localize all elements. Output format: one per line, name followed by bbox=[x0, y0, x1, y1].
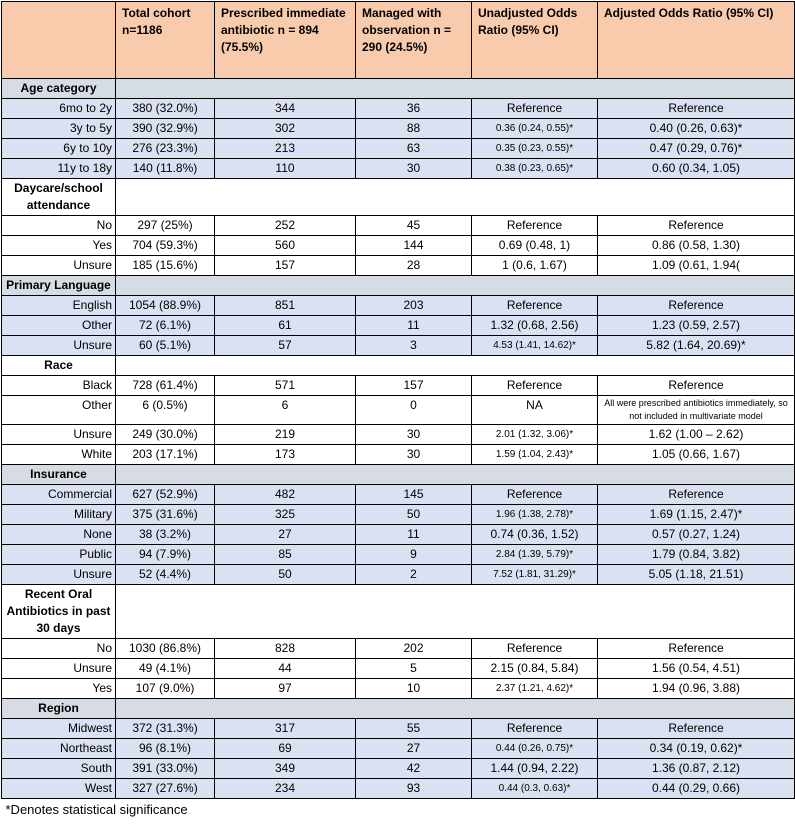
row-label: No bbox=[2, 216, 116, 236]
cell-adjusted-or: Reference bbox=[598, 719, 795, 739]
cell-unadjusted-or: Reference bbox=[472, 376, 598, 396]
cell-total-cohort: 49 (4.1%) bbox=[116, 659, 215, 679]
cell-total-cohort: 6 (0.5%) bbox=[116, 396, 215, 425]
cell-adjusted-or: 5.05 (1.18, 21.51) bbox=[598, 565, 795, 585]
table-row bbox=[2, 639, 795, 659]
cell-prescribed: 69 bbox=[215, 739, 356, 759]
section-filler bbox=[116, 699, 795, 719]
table-row bbox=[2, 99, 795, 119]
section-header-row bbox=[2, 585, 795, 639]
table-body bbox=[2, 79, 795, 799]
cell-unadjusted-or: 2.37 (1.21, 4.62)* bbox=[472, 679, 598, 699]
row-label: White bbox=[2, 445, 116, 465]
row-label: Yes bbox=[2, 236, 116, 256]
cell-adjusted-or: 0.86 (0.58, 1.30) bbox=[598, 236, 795, 256]
table-row bbox=[2, 565, 795, 585]
cell-total-cohort: 728 (61.4%) bbox=[116, 376, 215, 396]
cell-adjusted-or: 0.47 (0.29, 0.76)* bbox=[598, 139, 795, 159]
cell-prescribed: 252 bbox=[215, 216, 356, 236]
section-title: Age category bbox=[2, 79, 116, 99]
table-row bbox=[2, 759, 795, 779]
section-header-row bbox=[2, 699, 795, 719]
cell-observation: 27 bbox=[356, 739, 472, 759]
cell-unadjusted-or: 0.35 (0.23, 0.55)* bbox=[472, 139, 598, 159]
cell-unadjusted-or: 0.38 (0.23, 0.65)* bbox=[472, 159, 598, 179]
cell-adjusted-or: Reference bbox=[598, 485, 795, 505]
section-title: Primary Language bbox=[2, 276, 116, 296]
results-table bbox=[1, 1, 795, 820]
cell-prescribed: 851 bbox=[215, 296, 356, 316]
cell-observation: 0 bbox=[356, 396, 472, 425]
section-header-row bbox=[2, 79, 795, 99]
cell-adjusted-or: Reference bbox=[598, 639, 795, 659]
cell-adjusted-or: 0.34 (0.19, 0.62)* bbox=[598, 739, 795, 759]
row-label: None bbox=[2, 525, 116, 545]
row-label: Public bbox=[2, 545, 116, 565]
cell-prescribed: 828 bbox=[215, 639, 356, 659]
cell-prescribed: 97 bbox=[215, 679, 356, 699]
cell-observation: 36 bbox=[356, 99, 472, 119]
section-filler bbox=[116, 79, 795, 99]
header-managed-observation: Managed with observation n = 290 (24.5%) bbox=[356, 2, 472, 79]
table-row bbox=[2, 396, 795, 425]
cell-prescribed: 44 bbox=[215, 659, 356, 679]
table-row bbox=[2, 236, 795, 256]
cell-unadjusted-or: 0.74 (0.36, 1.52) bbox=[472, 525, 598, 545]
row-label: West bbox=[2, 779, 116, 799]
cell-adjusted-or: 0.44 (0.29, 0.66) bbox=[598, 779, 795, 799]
cell-prescribed: 234 bbox=[215, 779, 356, 799]
cell-adjusted-or: 1.23 (0.59, 2.57) bbox=[598, 316, 795, 336]
section-header-row bbox=[2, 465, 795, 485]
cell-unadjusted-or: 4.53 (1.41, 14.62)* bbox=[472, 336, 598, 356]
cell-prescribed: 27 bbox=[215, 525, 356, 545]
cell-observation: 42 bbox=[356, 759, 472, 779]
cell-total-cohort: 327 (27.6%) bbox=[116, 779, 215, 799]
cell-adjusted-or: 0.40 (0.26, 0.63)* bbox=[598, 119, 795, 139]
cell-unadjusted-or: 7.52 (1.81, 31.29)* bbox=[472, 565, 598, 585]
table-row bbox=[2, 296, 795, 316]
footnote-row bbox=[2, 799, 795, 821]
table-row bbox=[2, 525, 795, 545]
cell-observation: 45 bbox=[356, 216, 472, 236]
table-row bbox=[2, 336, 795, 356]
cell-unadjusted-or: NA bbox=[472, 396, 598, 425]
cell-observation: 202 bbox=[356, 639, 472, 659]
table-row bbox=[2, 119, 795, 139]
cell-observation: 88 bbox=[356, 119, 472, 139]
cell-total-cohort: 380 (32.0%) bbox=[116, 99, 215, 119]
header-blank bbox=[2, 2, 116, 79]
table-row bbox=[2, 545, 795, 565]
cell-observation: 2 bbox=[356, 565, 472, 585]
cell-adjusted-or: 1.05 (0.66, 1.67) bbox=[598, 445, 795, 465]
row-label: Military bbox=[2, 505, 116, 525]
section-title: Insurance bbox=[2, 465, 116, 485]
cell-unadjusted-or: 2.15 (0.84, 5.84) bbox=[472, 659, 598, 679]
cell-unadjusted-or: 1.44 (0.94, 2.22) bbox=[472, 759, 598, 779]
cell-prescribed: 317 bbox=[215, 719, 356, 739]
section-header-row bbox=[2, 276, 795, 296]
cell-observation: 11 bbox=[356, 316, 472, 336]
cell-unadjusted-or: 0.69 (0.48, 1) bbox=[472, 236, 598, 256]
row-label: 11y to 18y bbox=[2, 159, 116, 179]
cell-total-cohort: 60 (5.1%) bbox=[116, 336, 215, 356]
cell-adjusted-or: Reference bbox=[598, 99, 795, 119]
row-label: Commercial bbox=[2, 485, 116, 505]
table-row bbox=[2, 659, 795, 679]
cell-adjusted-or: 1.62 (1.00 – 2.62) bbox=[598, 425, 795, 445]
cell-prescribed: 213 bbox=[215, 139, 356, 159]
cell-total-cohort: 390 (32.9%) bbox=[116, 119, 215, 139]
cell-unadjusted-or: Reference bbox=[472, 216, 598, 236]
cell-observation: 157 bbox=[356, 376, 472, 396]
cell-observation: 10 bbox=[356, 679, 472, 699]
cell-total-cohort: 276 (23.3%) bbox=[116, 139, 215, 159]
cell-observation: 63 bbox=[356, 139, 472, 159]
header-row bbox=[2, 2, 795, 79]
section-filler bbox=[116, 276, 795, 296]
table-row bbox=[2, 679, 795, 699]
table-row bbox=[2, 216, 795, 236]
cell-adjusted-or: 1.56 (0.54, 4.51) bbox=[598, 659, 795, 679]
table-row bbox=[2, 719, 795, 739]
cell-adjusted-or: 5.82 (1.64, 20.69)* bbox=[598, 336, 795, 356]
section-filler bbox=[116, 356, 795, 376]
row-label: Northeast bbox=[2, 739, 116, 759]
cell-total-cohort: 96 (8.1%) bbox=[116, 739, 215, 759]
cell-total-cohort: 38 (3.2%) bbox=[116, 525, 215, 545]
row-label: Unsure bbox=[2, 565, 116, 585]
row-label: Unsure bbox=[2, 659, 116, 679]
cell-unadjusted-or: Reference bbox=[472, 719, 598, 739]
table-row bbox=[2, 316, 795, 336]
row-label: Unsure bbox=[2, 425, 116, 445]
cell-unadjusted-or: Reference bbox=[472, 639, 598, 659]
footnote: *Denotes statistical significance bbox=[2, 799, 795, 821]
cell-total-cohort: 704 (59.3%) bbox=[116, 236, 215, 256]
cell-total-cohort: 140 (11.8%) bbox=[116, 159, 215, 179]
row-label: 6y to 10y bbox=[2, 139, 116, 159]
cell-observation: 28 bbox=[356, 256, 472, 276]
cell-prescribed: 57 bbox=[215, 336, 356, 356]
section-title: Daycare/school attendance bbox=[2, 179, 116, 216]
cell-prescribed: 571 bbox=[215, 376, 356, 396]
table-row bbox=[2, 256, 795, 276]
cell-observation: 50 bbox=[356, 505, 472, 525]
cell-adjusted-or: Reference bbox=[598, 376, 795, 396]
cell-total-cohort: 372 (31.3%) bbox=[116, 719, 215, 739]
cell-observation: 55 bbox=[356, 719, 472, 739]
cell-unadjusted-or: Reference bbox=[472, 296, 598, 316]
row-label: English bbox=[2, 296, 116, 316]
cell-adjusted-or: 1.09 (0.61, 1.94( bbox=[598, 256, 795, 276]
cell-observation: 3 bbox=[356, 336, 472, 356]
cell-total-cohort: 107 (9.0%) bbox=[116, 679, 215, 699]
row-label: Midwest bbox=[2, 719, 116, 739]
cell-prescribed: 157 bbox=[215, 256, 356, 276]
cell-unadjusted-or: Reference bbox=[472, 99, 598, 119]
cell-total-cohort: 1054 (88.9%) bbox=[116, 296, 215, 316]
cell-observation: 144 bbox=[356, 236, 472, 256]
cell-adjusted-or: Reference bbox=[598, 216, 795, 236]
cell-observation: 11 bbox=[356, 525, 472, 545]
cell-unadjusted-or: 2.84 (1.39, 5.79)* bbox=[472, 545, 598, 565]
cell-observation: 203 bbox=[356, 296, 472, 316]
cell-total-cohort: 627 (52.9%) bbox=[116, 485, 215, 505]
cell-adjusted-or: 1.79 (0.84, 3.82) bbox=[598, 545, 795, 565]
cell-adjusted-or: All were prescribed antibiotics immediately, so not included in multivariate model bbox=[598, 396, 795, 425]
cell-total-cohort: 203 (17.1%) bbox=[116, 445, 215, 465]
cell-observation: 5 bbox=[356, 659, 472, 679]
cell-prescribed: 482 bbox=[215, 485, 356, 505]
cell-adjusted-or: 0.57 (0.27, 1.24) bbox=[598, 525, 795, 545]
row-label: Yes bbox=[2, 679, 116, 699]
row-label: Black bbox=[2, 376, 116, 396]
cell-unadjusted-or: 1.32 (0.68, 2.56) bbox=[472, 316, 598, 336]
cell-observation: 30 bbox=[356, 159, 472, 179]
header-unadjusted-or: Unadjusted Odds Ratio (95% CI) bbox=[472, 2, 598, 79]
cell-observation: 30 bbox=[356, 445, 472, 465]
section-title: Recent Oral Antibiotics in past 30 days bbox=[2, 585, 116, 639]
cell-total-cohort: 391 (33.0%) bbox=[116, 759, 215, 779]
cell-prescribed: 50 bbox=[215, 565, 356, 585]
cell-prescribed: 110 bbox=[215, 159, 356, 179]
cell-total-cohort: 297 (25%) bbox=[116, 216, 215, 236]
cell-prescribed: 349 bbox=[215, 759, 356, 779]
table-row bbox=[2, 779, 795, 799]
cell-adjusted-or: Reference bbox=[598, 296, 795, 316]
section-filler bbox=[116, 585, 795, 639]
cell-observation: 145 bbox=[356, 485, 472, 505]
cell-prescribed: 302 bbox=[215, 119, 356, 139]
row-label: Unsure bbox=[2, 256, 116, 276]
cell-prescribed: 344 bbox=[215, 99, 356, 119]
cell-unadjusted-or: 0.44 (0.26, 0.75)* bbox=[472, 739, 598, 759]
cell-unadjusted-or: 0.44 (0.3, 0.63)* bbox=[472, 779, 598, 799]
table-row bbox=[2, 485, 795, 505]
cell-total-cohort: 94 (7.9%) bbox=[116, 545, 215, 565]
cell-unadjusted-or: 1.59 (1.04, 2.43)* bbox=[472, 445, 598, 465]
cell-total-cohort: 185 (15.6%) bbox=[116, 256, 215, 276]
cell-total-cohort: 72 (6.1%) bbox=[116, 316, 215, 336]
cell-observation: 9 bbox=[356, 545, 472, 565]
section-filler bbox=[116, 179, 795, 216]
cell-total-cohort: 1030 (86.8%) bbox=[116, 639, 215, 659]
table-row bbox=[2, 376, 795, 396]
cell-unadjusted-or: 1.96 (1.38, 2.78)* bbox=[472, 505, 598, 525]
row-label: 3y to 5y bbox=[2, 119, 116, 139]
section-filler bbox=[116, 465, 795, 485]
section-header-row bbox=[2, 179, 795, 216]
table-row bbox=[2, 739, 795, 759]
cell-observation: 30 bbox=[356, 425, 472, 445]
cell-prescribed: 6 bbox=[215, 396, 356, 425]
cell-adjusted-or: 1.69 (1.15, 2.47)* bbox=[598, 505, 795, 525]
row-label: 6mo to 2y bbox=[2, 99, 116, 119]
cell-adjusted-or: 1.94 (0.96, 3.88) bbox=[598, 679, 795, 699]
row-label: Other bbox=[2, 316, 116, 336]
cell-adjusted-or: 1.36 (0.87, 2.12) bbox=[598, 759, 795, 779]
table-row bbox=[2, 159, 795, 179]
cell-observation: 93 bbox=[356, 779, 472, 799]
header-prescribed-antibiotic: Prescribed immediate antibiotic n = 894 (75.5%) bbox=[215, 2, 356, 79]
header-adjusted-or: Adjusted Odds Ratio (95% CI) bbox=[598, 2, 795, 79]
cell-total-cohort: 52 (4.4%) bbox=[116, 565, 215, 585]
cell-unadjusted-or: 1 (0.6, 1.67) bbox=[472, 256, 598, 276]
table-row bbox=[2, 425, 795, 445]
header-total-cohort: Total cohort n=1186 bbox=[116, 2, 215, 79]
row-label: South bbox=[2, 759, 116, 779]
row-label: No bbox=[2, 639, 116, 659]
section-header-row bbox=[2, 356, 795, 376]
row-label: Unsure bbox=[2, 336, 116, 356]
cell-prescribed: 560 bbox=[215, 236, 356, 256]
section-title: Region bbox=[2, 699, 116, 719]
table-row bbox=[2, 505, 795, 525]
cell-unadjusted-or: 2.01 (1.32, 3.06)* bbox=[472, 425, 598, 445]
cell-prescribed: 85 bbox=[215, 545, 356, 565]
table-row bbox=[2, 445, 795, 465]
cell-prescribed: 61 bbox=[215, 316, 356, 336]
row-label: Other bbox=[2, 396, 116, 425]
table-row bbox=[2, 139, 795, 159]
cell-unadjusted-or: Reference bbox=[472, 485, 598, 505]
cell-unadjusted-or: 0.36 (0.24, 0.55)* bbox=[472, 119, 598, 139]
section-title: Race bbox=[2, 356, 116, 376]
cell-total-cohort: 375 (31.6%) bbox=[116, 505, 215, 525]
cell-prescribed: 325 bbox=[215, 505, 356, 525]
cell-prescribed: 219 bbox=[215, 425, 356, 445]
cell-adjusted-or: 0.60 (0.34, 1.05) bbox=[598, 159, 795, 179]
cell-total-cohort: 249 (30.0%) bbox=[116, 425, 215, 445]
cell-prescribed: 173 bbox=[215, 445, 356, 465]
